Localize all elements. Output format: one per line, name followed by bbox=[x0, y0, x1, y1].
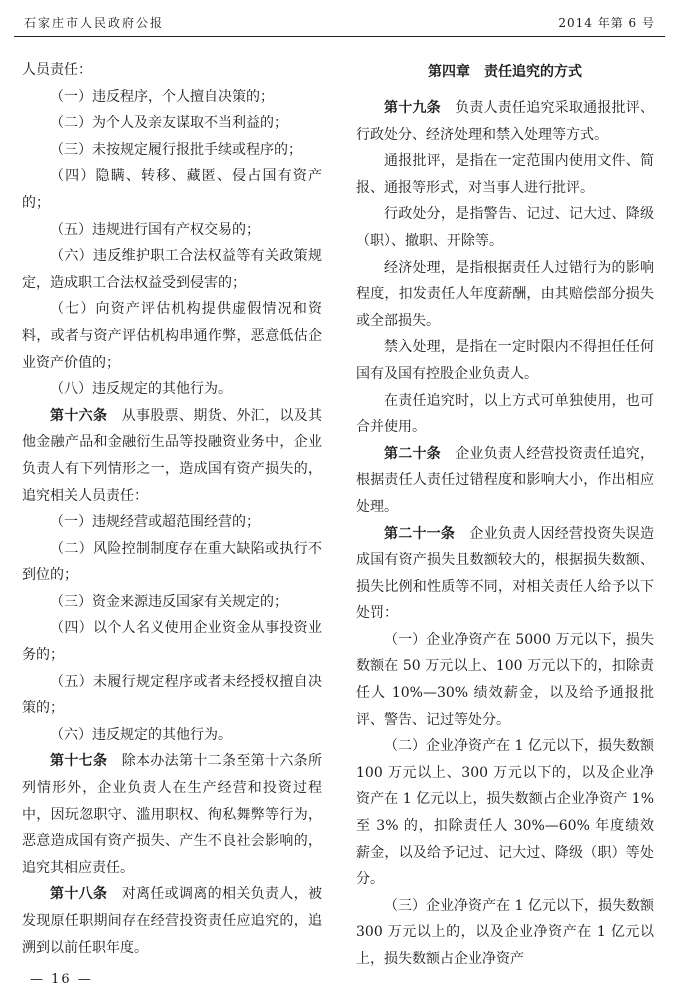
chapter-heading: 第四章 责任追究的方式 bbox=[428, 64, 582, 80]
list-item: （二）企业净资产在 1 亿元以下，损失数额 100 万元以上、300 万元以下的，以及企业净资产在 1 亿元以上，损失数额占企业净资产 1% 至 3% 的，扣除责任人 30%—60% 年度绩效薪金，以及给予记过、记大过、降级（职）等处分。 bbox=[356, 738, 654, 888]
list-item: （三）未按规定履行报批手续或程序的； bbox=[50, 141, 302, 158]
article-21 bbox=[356, 521, 654, 627]
article-20-title: 第二十条 bbox=[384, 445, 441, 462]
list-item: （七）向资产评估机构提供虚假情况和资料，或者与资产评估机构串通作弊，恶意低估企业资产价值的； bbox=[22, 301, 322, 371]
article-19-title: 第十九条 bbox=[384, 100, 441, 116]
page-header bbox=[14, 8, 665, 37]
paragraph: 经济处理，是指根据责任人过错行为的影响程度，扣发责任人年度薪酬，由其赔偿部分损失或全部损失。 bbox=[356, 259, 654, 329]
article-21-title: 第二十一条 bbox=[384, 525, 456, 542]
list-item: （一）违规经营或超范围经营的； bbox=[50, 514, 260, 531]
list-item: （五）未履行规定程序或者未经授权擅自决策的； bbox=[22, 673, 322, 717]
list-item: （一）违反程序，个人擅自决策的； bbox=[50, 88, 274, 105]
article-17-title: 第十七条 bbox=[50, 753, 108, 770]
paragraph: 通报批评，是指在一定范围内使用文件、简报、通报等形式，对当事人进行批评。 bbox=[356, 153, 654, 196]
article-16-title: 第十六条 bbox=[50, 407, 108, 424]
list-item: （四）以个人名义使用企业资金从事投资业务的； bbox=[22, 620, 322, 664]
list-item: （三）资金来源违反国家有关规定的； bbox=[50, 593, 288, 610]
right-column bbox=[356, 57, 654, 973]
list-item: （五）违规进行国有产权交易的； bbox=[50, 221, 260, 238]
list-item: （三）企业净资产在 1 亿元以下，损失数额 300 万元以上的，以及企业净资产在 1 亿元以上，损失数额占企业净资产 bbox=[356, 897, 654, 967]
article-18-text: 对离任或调离的相关负责人，被发现原任职期间存在经营投资责任应追究的，追溯到以前任职年度。 bbox=[22, 886, 323, 956]
article-18-title: 第十八条 bbox=[50, 886, 108, 903]
intro-line: 人员责任： bbox=[22, 62, 92, 78]
paragraph: 禁入处理，是指在一定时限内不得担任任何国有及国有控股企业负责人。 bbox=[356, 339, 654, 382]
article-17 bbox=[22, 748, 322, 881]
issue-number: 2014 年第 6 号 bbox=[558, 16, 655, 30]
paragraph: 行政处分，是指警告、记过、记大过、降级（职）、撤职、开除等。 bbox=[356, 206, 654, 249]
article-19-text: 负责人责任追究采取通报批评、行政处分、经济处理和禁入处理等方式。 bbox=[356, 100, 655, 143]
left-column bbox=[22, 57, 322, 961]
article-21-text: 企业负责人因经营投资失误造成国有资产损失且数额较大的，根据损失数额、损失比例和性质等不同，对相关责任人给予以下处罚： bbox=[356, 525, 655, 622]
list-item: （二）为个人及亲友谋取不当利益的； bbox=[50, 115, 288, 132]
article-16 bbox=[22, 403, 322, 509]
list-item: （四）隐瞒、转移、藏匿、侵占国有资产的； bbox=[22, 168, 322, 211]
article-16-text: 从事股票、期货、外汇，以及其他金融产品和金融衍生品等投融资业务中，企业负责人有下列情形之一，造成国有资产损失的，追究相关人员责任： bbox=[22, 407, 323, 504]
article-17-text: 除本办法第十二条至第十六条所列情形外，企业负责人在生产经营和投资过程中，因玩忽职守、滥用职权、徇私舞弊等行为，恶意造成国有资产损失、产生不良社会影响的，追究其相应责任。 bbox=[22, 753, 323, 876]
list-item: （一）企业净资产在 5000 万元以下，损失数额在 50 万元以上、100 万元以下的，扣除责任人 10%—30% 绩效薪金，以及给予通报批评、警告、记过等处分。 bbox=[356, 631, 654, 728]
publication-title: 石家庄市人民政府公报 bbox=[24, 16, 165, 30]
list-item: （六）违反规定的其他行为。 bbox=[50, 726, 232, 743]
list-item: （八）违反规定的其他行为。 bbox=[50, 381, 232, 398]
article-19 bbox=[356, 95, 654, 148]
list-item: （六）违反维护职工合法权益等有关政策规定，造成职工合法权益受到侵害的； bbox=[22, 248, 322, 291]
paragraph: 在责任追究时，以上方式可单独使用，也可合并使用。 bbox=[356, 392, 654, 436]
article-20 bbox=[356, 441, 654, 521]
list-item: （二）风险控制制度存在重大缺陷或执行不到位的； bbox=[22, 540, 322, 584]
article-20-text: 企业负责人经营投资责任追究，根据责任人责任过错程度和影响大小，作出相应处理。 bbox=[356, 445, 655, 515]
page-number: — 16 — bbox=[30, 972, 93, 987]
article-18 bbox=[22, 881, 322, 961]
